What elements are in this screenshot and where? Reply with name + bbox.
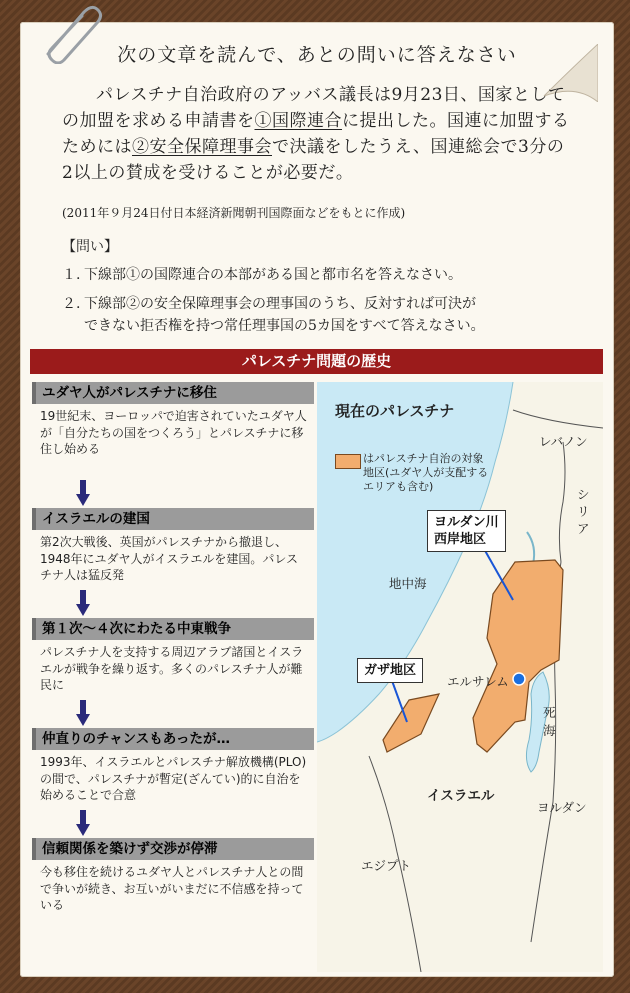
event-body: 1993年、イスラエルとパレスチナ解放機構(PLO)の間で、パレスチナが暫定(ざんてい)的に自治を始めることで合意 <box>40 755 307 802</box>
map-title: 現在のパレスチナ <box>335 402 455 420</box>
down-arrow-icon <box>32 588 314 618</box>
history-timeline <box>32 382 314 918</box>
underline-security-council: ②安全保障理事会 <box>132 137 272 157</box>
event-heading: ユダヤ人がパレスチナに移住 <box>32 382 314 404</box>
questions-label: 【問い】 <box>62 239 118 255</box>
callout-west-bank <box>427 510 506 552</box>
question-number: １. <box>62 267 81 283</box>
map-legend: はパレスチナ自治の対象地区(ユダヤ人が支配するエリアも含む) <box>363 452 489 493</box>
question-title: 次の文章を読んで、あとの問いに答えなさい <box>117 44 517 66</box>
label-jerusalem: エルサレム <box>447 674 509 689</box>
down-arrow-icon <box>32 808 314 838</box>
label-dead-sea: 死海 <box>543 705 556 738</box>
event-heading: 第１次〜４次にわたる中東戦争 <box>32 618 314 640</box>
down-arrow-icon <box>32 698 314 728</box>
source-note: (2011年９月24日付日本経済新聞朝刊国際面などをもとに作成) <box>62 206 406 220</box>
event-heading: イスラエルの建国 <box>32 508 314 530</box>
question-2 <box>62 293 574 337</box>
palestine-map <box>317 382 603 972</box>
event-body: 第2次大戦後、英国がパレスチナから撤退し、1948年にユダヤ人がイスラエルを建国。パレスチナ人は猛反発 <box>40 535 299 582</box>
history-title-bar: パレスチナ問題の歴史 <box>30 349 603 374</box>
callout-line: 西岸地区 <box>434 532 487 547</box>
label-jordan: ヨルダン <box>537 800 587 815</box>
timeline-event <box>32 728 314 808</box>
worksheet-paper <box>20 22 614 977</box>
passage-part: で決議をしたうえ、国連総会で3分の2以上の賛成を受けることが必要だ。 <box>62 137 565 183</box>
paperclip-icon <box>34 2 104 64</box>
event-body: 今も移住を続けるユダヤ人とパレスチナ人との間で争いが続き、お互いがいまだに不信感を持っている <box>40 865 304 912</box>
legend-swatch <box>335 454 361 469</box>
jerusalem-marker <box>513 673 525 685</box>
question-1 <box>62 264 574 286</box>
passage-part: に提出した。国連に加盟するためには <box>62 111 570 157</box>
timeline-event <box>32 382 314 478</box>
question-text: 下線部②の安全保障理事会の理事国のうち、反対すれば可決が <box>84 296 476 312</box>
callout-gaza: ガザ地区 <box>357 658 423 683</box>
label-lebanon: レバノン <box>539 434 588 449</box>
event-body: 19世紀末、ヨーロッパで迫害されていたユダヤ人が「自分たちの国をつくろう」とパレスチナに移住し始める <box>40 409 307 456</box>
question-text: 下線部①の国際連合の本部がある国と都市名を答えなさい。 <box>84 267 462 283</box>
timeline-event <box>32 838 314 918</box>
question-text-cont: できない拒否権を持つ常任理事国の5カ国をすべて答えなさい。 <box>84 318 485 334</box>
passage-part: パレスチナ自治政府のアッバス議長は9月23日、国家としての加盟を求める申請書を <box>62 85 566 131</box>
label-israel: イスラエル <box>427 788 495 804</box>
event-body: パレスチナ人を支持する周辺アラブ諸国とイスラエルが戦争を繰り返す。多くのパレスチナ人が難民に <box>40 645 304 692</box>
timeline-event <box>32 508 314 588</box>
callout-line: ヨルダン川 <box>434 515 499 530</box>
event-heading: 信頼関係を築けず交渉が停滞 <box>32 838 314 860</box>
underline-un: ①国際連合 <box>254 111 342 131</box>
timeline-event <box>32 618 314 698</box>
label-mediterranean: 地中海 <box>389 576 427 591</box>
label-syria: シリア <box>577 487 590 536</box>
question-number: ２. <box>62 296 81 312</box>
label-egypt: エジプト <box>361 858 412 873</box>
down-arrow-icon <box>32 478 314 508</box>
event-heading: 仲直りのチャンスもあったが… <box>32 728 314 750</box>
passage-text <box>62 82 574 186</box>
